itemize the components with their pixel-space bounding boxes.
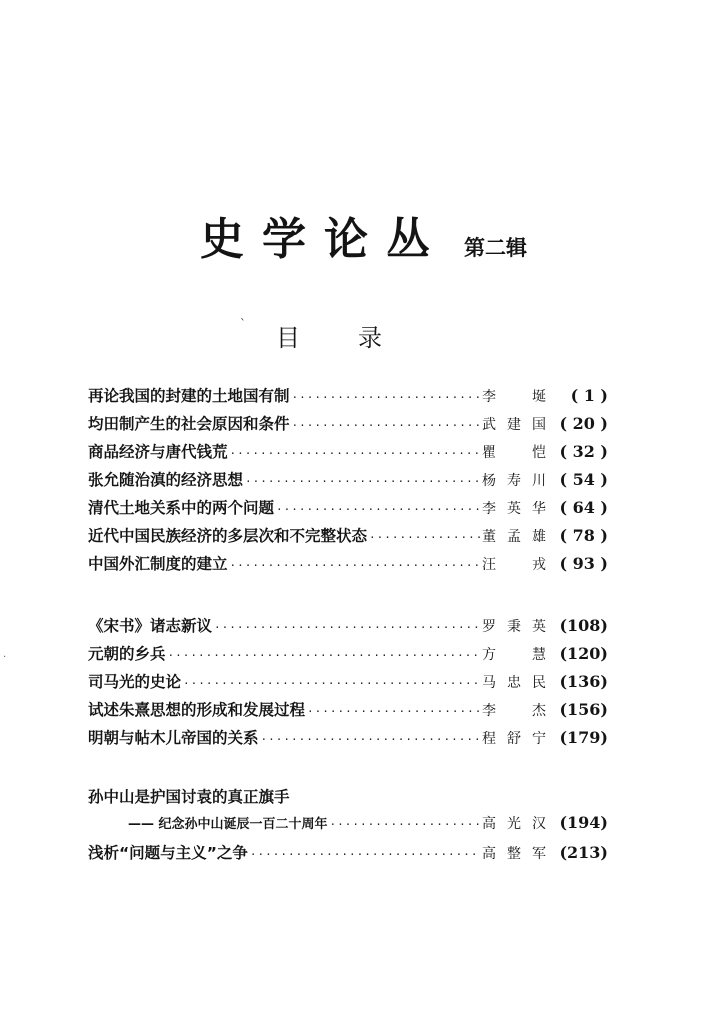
entry-page: ( 78 ) xyxy=(559,526,608,545)
entry-page: ( 1 ) xyxy=(570,386,608,405)
entry-title: 再论我国的封建的土地国有制 xyxy=(88,387,290,405)
entry-page: (156) xyxy=(559,700,608,719)
entry-page: (194) xyxy=(559,813,608,832)
entry-title: 元朝的乡兵 xyxy=(88,645,166,663)
entry-title: 近代中国民族经济的多层次和不完整状态 xyxy=(88,527,368,545)
toc-entry[interactable] xyxy=(88,524,608,552)
toc-entry[interactable] xyxy=(88,412,608,440)
entry-author: 汪 戎 xyxy=(482,557,546,573)
toc-section-modern-history xyxy=(88,785,608,869)
entry-title: 均田制产生的社会原因和条件 xyxy=(88,415,290,433)
book-title: 史学论丛 xyxy=(200,214,448,265)
toc-entry[interactable] xyxy=(88,642,608,670)
leader-dots xyxy=(369,531,480,544)
entry-page: (108) xyxy=(559,616,608,635)
entry-author: 高整军 xyxy=(482,846,546,862)
toc-section-economy xyxy=(88,384,608,580)
leader-dots xyxy=(214,621,480,634)
leader-dots xyxy=(245,475,480,488)
toc-entry[interactable] xyxy=(88,468,608,496)
leader-dots xyxy=(230,559,480,572)
entry-author: 瞿 恺 xyxy=(482,445,546,461)
leader-dots xyxy=(292,391,480,404)
entry-author: 李英华 xyxy=(482,501,546,517)
entry-page: (179) xyxy=(559,728,608,747)
entry-title: 明朝与帖木儿帝国的关系 xyxy=(88,729,259,747)
entry-page: ( 93 ) xyxy=(559,554,608,573)
entry-author: 杨寿川 xyxy=(482,473,546,489)
entry-title: 浅析“问题与主义”之争 xyxy=(88,844,248,862)
entry-page: (120) xyxy=(559,644,608,663)
toc-entry[interactable] xyxy=(88,670,608,698)
entry-title: 中国外汇制度的建立 xyxy=(88,555,228,573)
toc-entry[interactable] xyxy=(88,496,608,524)
entry-title: 试述朱熹思想的形成和发展过程 xyxy=(88,701,306,719)
toc-entry[interactable] xyxy=(88,698,608,726)
book-title-block xyxy=(200,214,527,266)
entry-title: 清代土地关系中的两个问题 xyxy=(88,499,275,517)
entry-title: 商品经济与唐代钱荒 xyxy=(88,443,228,461)
volume-label: 第二辑 xyxy=(464,236,527,260)
entry-subtitle: —— 纪念孙中山诞辰一百二十周年 xyxy=(128,817,328,832)
toc-heading: 目录 xyxy=(276,324,440,352)
leader-dots xyxy=(276,503,480,516)
toc-entry[interactable] xyxy=(88,841,608,869)
entry-page: ( 64 ) xyxy=(559,498,608,517)
toc-entry-subtitle[interactable] xyxy=(88,813,608,841)
entry-author: 李 杰 xyxy=(482,703,546,719)
toc-section-ancient-history xyxy=(88,614,608,754)
entry-author: 方 慧 xyxy=(482,647,546,663)
leader-dots xyxy=(330,818,480,831)
toc-entry[interactable] xyxy=(88,384,608,412)
entry-title: 司马光的史论 xyxy=(88,673,182,691)
leader-dots xyxy=(292,419,480,432)
scan-artifact: · xyxy=(3,652,7,663)
leader-dots xyxy=(168,649,480,662)
entry-page: ( 20 ) xyxy=(559,414,608,433)
entry-page: (213) xyxy=(559,843,608,862)
entry-author: 程舒宁 xyxy=(482,731,546,747)
entry-title: 张允随治滇的经济思想 xyxy=(88,471,244,489)
leader-dots xyxy=(183,677,480,690)
entry-author: 董孟雄 xyxy=(482,529,546,545)
entry-author: 罗秉英 xyxy=(482,619,546,635)
toc-entry[interactable] xyxy=(88,726,608,754)
leader-dots xyxy=(230,447,480,460)
toc-entry[interactable] xyxy=(88,785,608,813)
entry-author: 武建国 xyxy=(482,417,546,433)
entry-page: ( 54 ) xyxy=(559,470,608,489)
toc-entry[interactable] xyxy=(88,440,608,468)
scan-artifact: ˋ xyxy=(240,317,246,331)
entry-author: 李 埏 xyxy=(482,389,546,405)
entry-title: 《宋书》诸志新议 xyxy=(88,617,213,635)
entry-page: ( 32 ) xyxy=(559,442,608,461)
leader-dots xyxy=(250,848,480,861)
toc-entry[interactable] xyxy=(88,614,608,642)
entry-title: 孙中山是护国讨袁的真正旗手 xyxy=(88,788,290,806)
leader-dots xyxy=(261,733,480,746)
leader-dots xyxy=(307,705,480,718)
entry-author: 马忠民 xyxy=(482,675,546,691)
entry-author: 高光汉 xyxy=(482,816,546,832)
entry-page: (136) xyxy=(559,672,608,691)
toc-entry[interactable] xyxy=(88,552,608,580)
